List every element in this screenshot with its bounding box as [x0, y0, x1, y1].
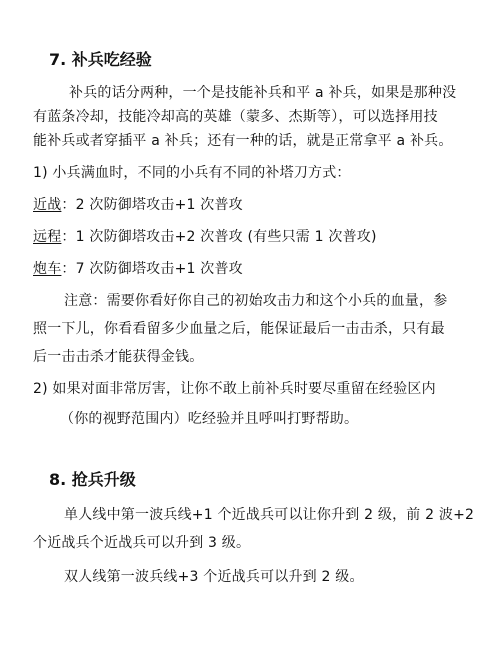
section-7-intro-line-1: 补兵的话分两种，一个是技能补兵和平 a 补兵，如果是那种没 — [69, 85, 457, 101]
minion-ranged-label: 远程 — [33, 229, 62, 245]
section-7-title: 7. 补兵吃经验 — [49, 50, 152, 69]
section-8-line-1: 单人线中第一波兵线+1 个近战兵可以让你升到 2 级，前 2 波+2 — [64, 507, 475, 523]
note-line-1: 注意：需要你看好你自己的初始攻击力和这个小兵的血量，参 — [64, 293, 448, 309]
minion-cannon-label: 炮车 — [33, 261, 62, 277]
minion-cannon-line — [33, 260, 243, 278]
section-8-line-2: 个近战兵个近战兵可以升到 3 级。 — [33, 535, 251, 551]
section-7-intro-line-3: 能补兵或者穿插平 a 补兵；还有一种的话，就是正常拿平 a 补兵。 — [33, 133, 453, 149]
note-line-3: 后一击击杀才能获得金钱。 — [33, 349, 204, 365]
minion-cannon-text: ：7 次防御塔攻击+1 次普攻 — [61, 261, 243, 277]
section-8-line-3: 双人线第一波兵线+3 个近战兵可以升到 2 级。 — [64, 569, 364, 585]
point-2-line-1: 2) 如果对面非常厉害，让你不敢上前补兵时要尽重留在经验区内 — [33, 381, 436, 397]
point-1: 1) 小兵满血时，不同的小兵有不同的补塔刀方式： — [33, 165, 351, 181]
minion-ranged-text: ：1 次防御塔攻击+2 次普攻 (有些只需 1 次普攻) — [61, 229, 377, 245]
point-2-line-2: （你的视野范围内）吃经验并且呼叫打野帮助。 — [60, 411, 359, 427]
section-7-intro-line-2: 有蓝条冷却，技能冷却高的英雄（蒙多、杰斯等），可以选择用技 — [33, 109, 438, 125]
section-8-title: 8. 抢兵升级 — [49, 470, 136, 489]
minion-melee-line — [33, 196, 243, 214]
minion-ranged-line — [33, 228, 377, 246]
note-line-2: 照一下儿，你看看留多少血量之后，能保证最后一击击杀，只有最 — [33, 321, 445, 337]
minion-melee-label: 近战 — [33, 197, 62, 213]
minion-melee-text: ：2 次防御塔攻击+1 次普攻 — [61, 197, 243, 213]
